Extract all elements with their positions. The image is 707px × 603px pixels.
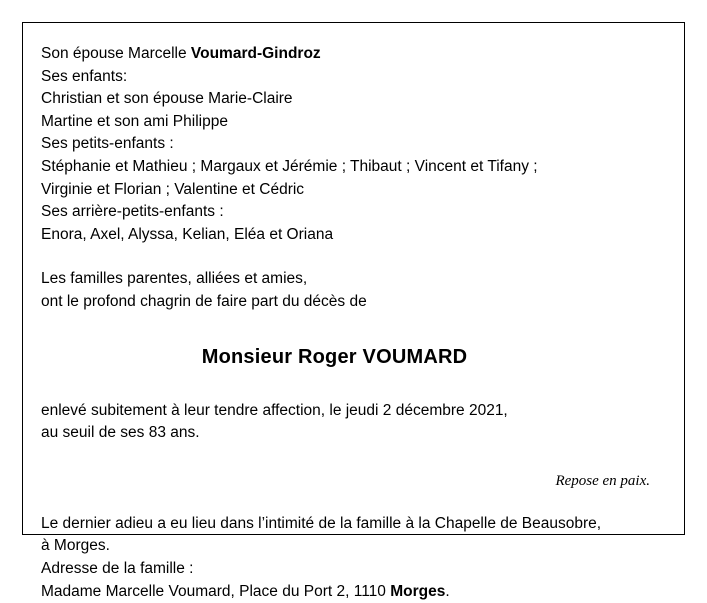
announcement-line: ont le profond chagrin de faire part du décès de: [41, 291, 668, 314]
address-city-text: Morges: [390, 583, 445, 600]
farewell-block: [41, 513, 668, 603]
address-prefix-text: Madame Marcelle Voumard, Place du Port 2, 1110: [41, 583, 390, 600]
great-grandchildren-label: Ses arrière-petits-enfants :: [41, 201, 668, 224]
child-line: Martine et son ami Philippe: [41, 111, 668, 134]
spouse-line: [41, 43, 668, 66]
child-line: Christian et son épouse Marie-Claire: [41, 88, 668, 111]
great-grandchildren-line: Enora, Axel, Alyssa, Kelian, Eléa et Oriana: [41, 224, 668, 247]
grandchildren-label: Ses petits-enfants :: [41, 133, 668, 156]
spacer: [41, 314, 668, 344]
grandchildren-line: Virginie et Florian ; Valentine et Cédric: [41, 179, 668, 202]
address-line: [41, 581, 668, 603]
spouse-name-text: Voumard-Gindroz: [191, 45, 321, 62]
spacer: [41, 246, 668, 268]
death-notice-card: [22, 22, 685, 535]
grandchildren-line: Stéphanie et Mathieu ; Margaux et Jérémie ; Thibaut ; Vincent et Tifany ;: [41, 156, 668, 179]
deceased-name: Monsieur Roger VOUMARD: [41, 344, 668, 370]
farewell-line: à Morges.: [41, 535, 668, 558]
passing-line: enlevé subitement à leur tendre affection, le jeudi 2 décembre 2021,: [41, 400, 668, 423]
rest-in-peace-text: Repose en paix.: [41, 471, 668, 491]
children-label: Ses enfants:: [41, 66, 668, 89]
spacer: [41, 370, 668, 400]
spacer: [41, 445, 668, 471]
address-suffix-text: .: [445, 583, 449, 600]
passing-line: au seuil de ses 83 ans.: [41, 422, 668, 445]
farewell-line: Le dernier adieu a eu lieu dans l’intimité de la famille à la Chapelle de Beausobre,: [41, 513, 668, 536]
notice-content: [41, 43, 668, 603]
passing-block: [41, 400, 668, 445]
spouse-prefix-text: Son épouse Marcelle: [41, 45, 191, 62]
announcement-line: Les familles parentes, alliées et amies,: [41, 268, 668, 291]
spacer: [41, 491, 668, 513]
address-label: Adresse de la famille :: [41, 558, 668, 581]
announcement-block: [41, 268, 668, 313]
survivors-block: [41, 43, 668, 246]
